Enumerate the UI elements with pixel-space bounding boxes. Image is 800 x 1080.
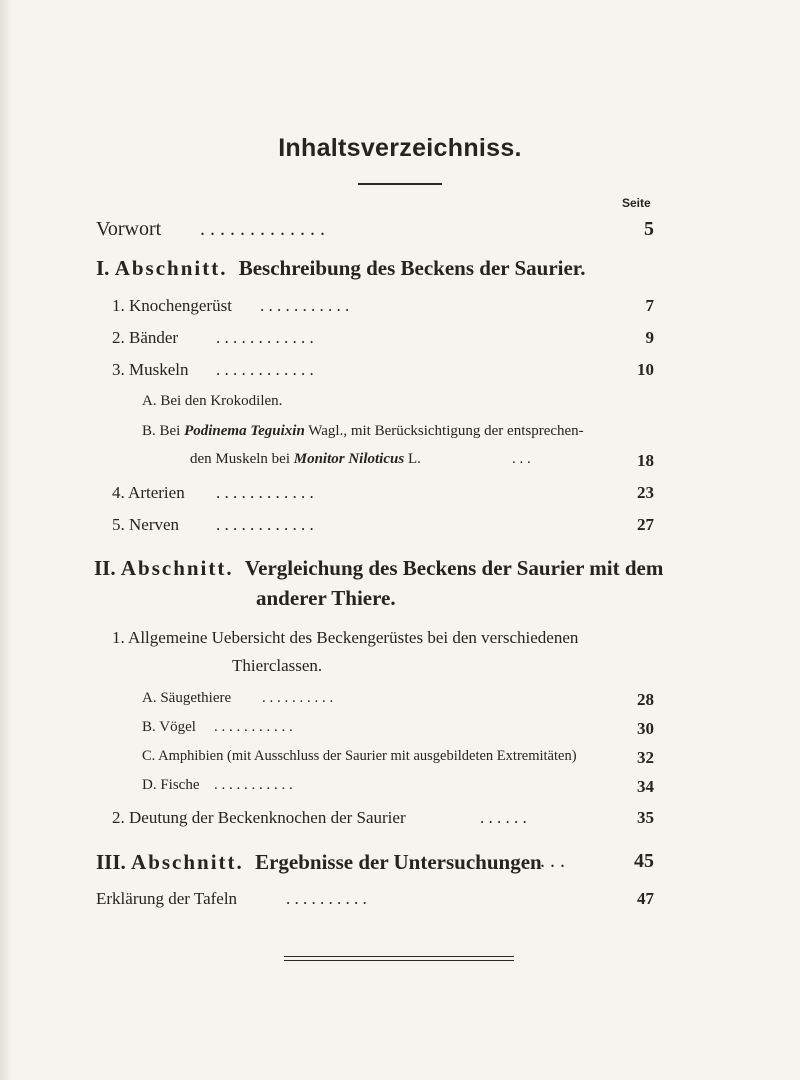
page-number: 35 <box>637 808 654 827</box>
entry-label: B. Vögel <box>142 719 196 735</box>
page-number: 28 <box>637 690 654 709</box>
page-number: 7 <box>645 296 654 315</box>
entry-label: Erklärung der Tafeln <box>96 889 238 908</box>
page-number: 30 <box>637 719 654 738</box>
toc-entry-podinema <box>0 423 800 451</box>
section-word: Abschnitt. <box>114 256 228 280</box>
entry-label: A. Säugethiere <box>142 690 232 706</box>
section-heading-2-cont <box>256 586 396 611</box>
title-underline <box>358 183 442 185</box>
toc-entry-fische <box>0 777 800 805</box>
entry-label: A. Bei den Krokodilen. <box>142 393 283 409</box>
page-number: 23 <box>637 483 654 502</box>
section-number: II. <box>94 556 116 580</box>
entry-prefix: B. Bei <box>142 423 181 439</box>
bottom-rule-2 <box>284 960 514 961</box>
leader-dots: . . . <box>512 451 531 467</box>
section-title: Beschreibung des Beckens der Saurier. <box>238 256 586 280</box>
section-heading-1 <box>96 256 585 281</box>
toc-entry-amphibien <box>0 748 800 776</box>
page-number: 32 <box>637 748 654 767</box>
entry-label: Vorwort <box>96 218 162 240</box>
section-title: Ergebnisse der Untersuchungen <box>255 850 542 874</box>
toc-entry-krokodile <box>0 393 800 421</box>
section-number: I. <box>96 256 110 280</box>
entry-label <box>190 451 421 468</box>
leader-dots: . . . . . . . . . . . . . <box>200 218 325 240</box>
page-number: 5 <box>644 218 654 240</box>
entry-label: 4. Arterien <box>112 483 185 502</box>
page-number: 18 <box>637 451 654 470</box>
page-title: Inhaltsverzeichniss. <box>278 134 522 162</box>
page-number: 10 <box>637 360 654 379</box>
section-title-cont: anderer Thiere. <box>256 586 396 610</box>
leader-dots: . . . . . . . . . . . <box>214 719 293 735</box>
toc-entry-saeugethiere <box>0 690 800 718</box>
entry-label: 1. Allgemeine Uebersicht des Beckengerüstes bei den verschiedenen <box>112 628 579 647</box>
seite-label: Seite <box>622 196 651 210</box>
entry-label: 2. Bänder <box>112 328 179 347</box>
leader-dots: . . . . . . . . . . . . <box>216 483 314 502</box>
section-number: III. <box>96 850 126 874</box>
leader-dots: . . . . . . <box>480 808 527 827</box>
leader-dots: . . . . . . . . . . . . <box>216 515 314 534</box>
page-number: 34 <box>637 777 654 796</box>
toc-entry-knochengeruest <box>0 296 800 324</box>
page-number: 45 <box>634 850 654 872</box>
leader-dots: . . . . . . . . . . . <box>214 777 293 793</box>
entry-label-cont: Thierclassen. <box>232 656 323 675</box>
leader-dots: . . . . . . . . . . . <box>260 296 350 315</box>
entry-prefix: den Muskeln bei <box>190 451 290 467</box>
section-title: Vergleichung des Beckens der Saurier mit dem <box>244 556 664 580</box>
entry-label: 2. Deutung der Beckenknochen der Saurier <box>112 808 406 827</box>
section-heading-3-text <box>96 850 542 875</box>
leader-dots: . . . . . . . . . . <box>286 889 367 908</box>
species-name: Monitor Niloticus <box>293 451 405 467</box>
species-name: Podinema Teguixin <box>184 423 305 439</box>
section-heading-3 <box>0 850 800 878</box>
toc-entry-monitor <box>0 451 800 479</box>
leader-dots: . . . . . . . . . . . . <box>216 360 314 379</box>
leader-dots: . . . <box>540 850 565 872</box>
section-word: Abschnitt. <box>120 556 234 580</box>
section-heading-2 <box>94 556 663 581</box>
page-number: 27 <box>637 515 654 534</box>
entry-label: 1. Knochengerüst <box>112 296 232 315</box>
toc-entry-arterien <box>0 483 800 511</box>
page-number: 47 <box>637 889 654 908</box>
entry-label: D. Fische <box>142 777 200 793</box>
entry-label: C. Amphibien (mit Ausschluss der Saurier mit ausgebildeten Extremitäten) <box>142 748 577 764</box>
toc-entry-nerven <box>0 515 800 543</box>
section-word: Abschnitt. <box>131 850 244 874</box>
entry-label <box>142 423 584 440</box>
toc-entry-uebersicht <box>0 628 800 656</box>
toc-entry-deutung <box>0 808 800 836</box>
toc-entry-uebersicht-cont <box>0 656 800 684</box>
toc-entry-vorwort <box>0 218 800 246</box>
toc-entry-muskeln <box>0 360 800 388</box>
toc-entry-voegel <box>0 719 800 747</box>
page-number: 9 <box>645 328 654 347</box>
entry-text: Wagl., mit Berücksichtigung der entsprechen- <box>308 423 584 439</box>
bottom-rule-1 <box>284 956 514 957</box>
leader-dots: . . . . . . . . . . . . <box>216 328 314 347</box>
toc-entry-baender <box>0 328 800 356</box>
entry-label: 5. Nerven <box>112 515 180 534</box>
entry-label: 3. Muskeln <box>112 360 189 379</box>
leader-dots: . . . . . . . . . . <box>262 690 334 706</box>
entry-suffix: L. <box>407 451 421 467</box>
toc-entry-erklaerung <box>0 889 800 917</box>
